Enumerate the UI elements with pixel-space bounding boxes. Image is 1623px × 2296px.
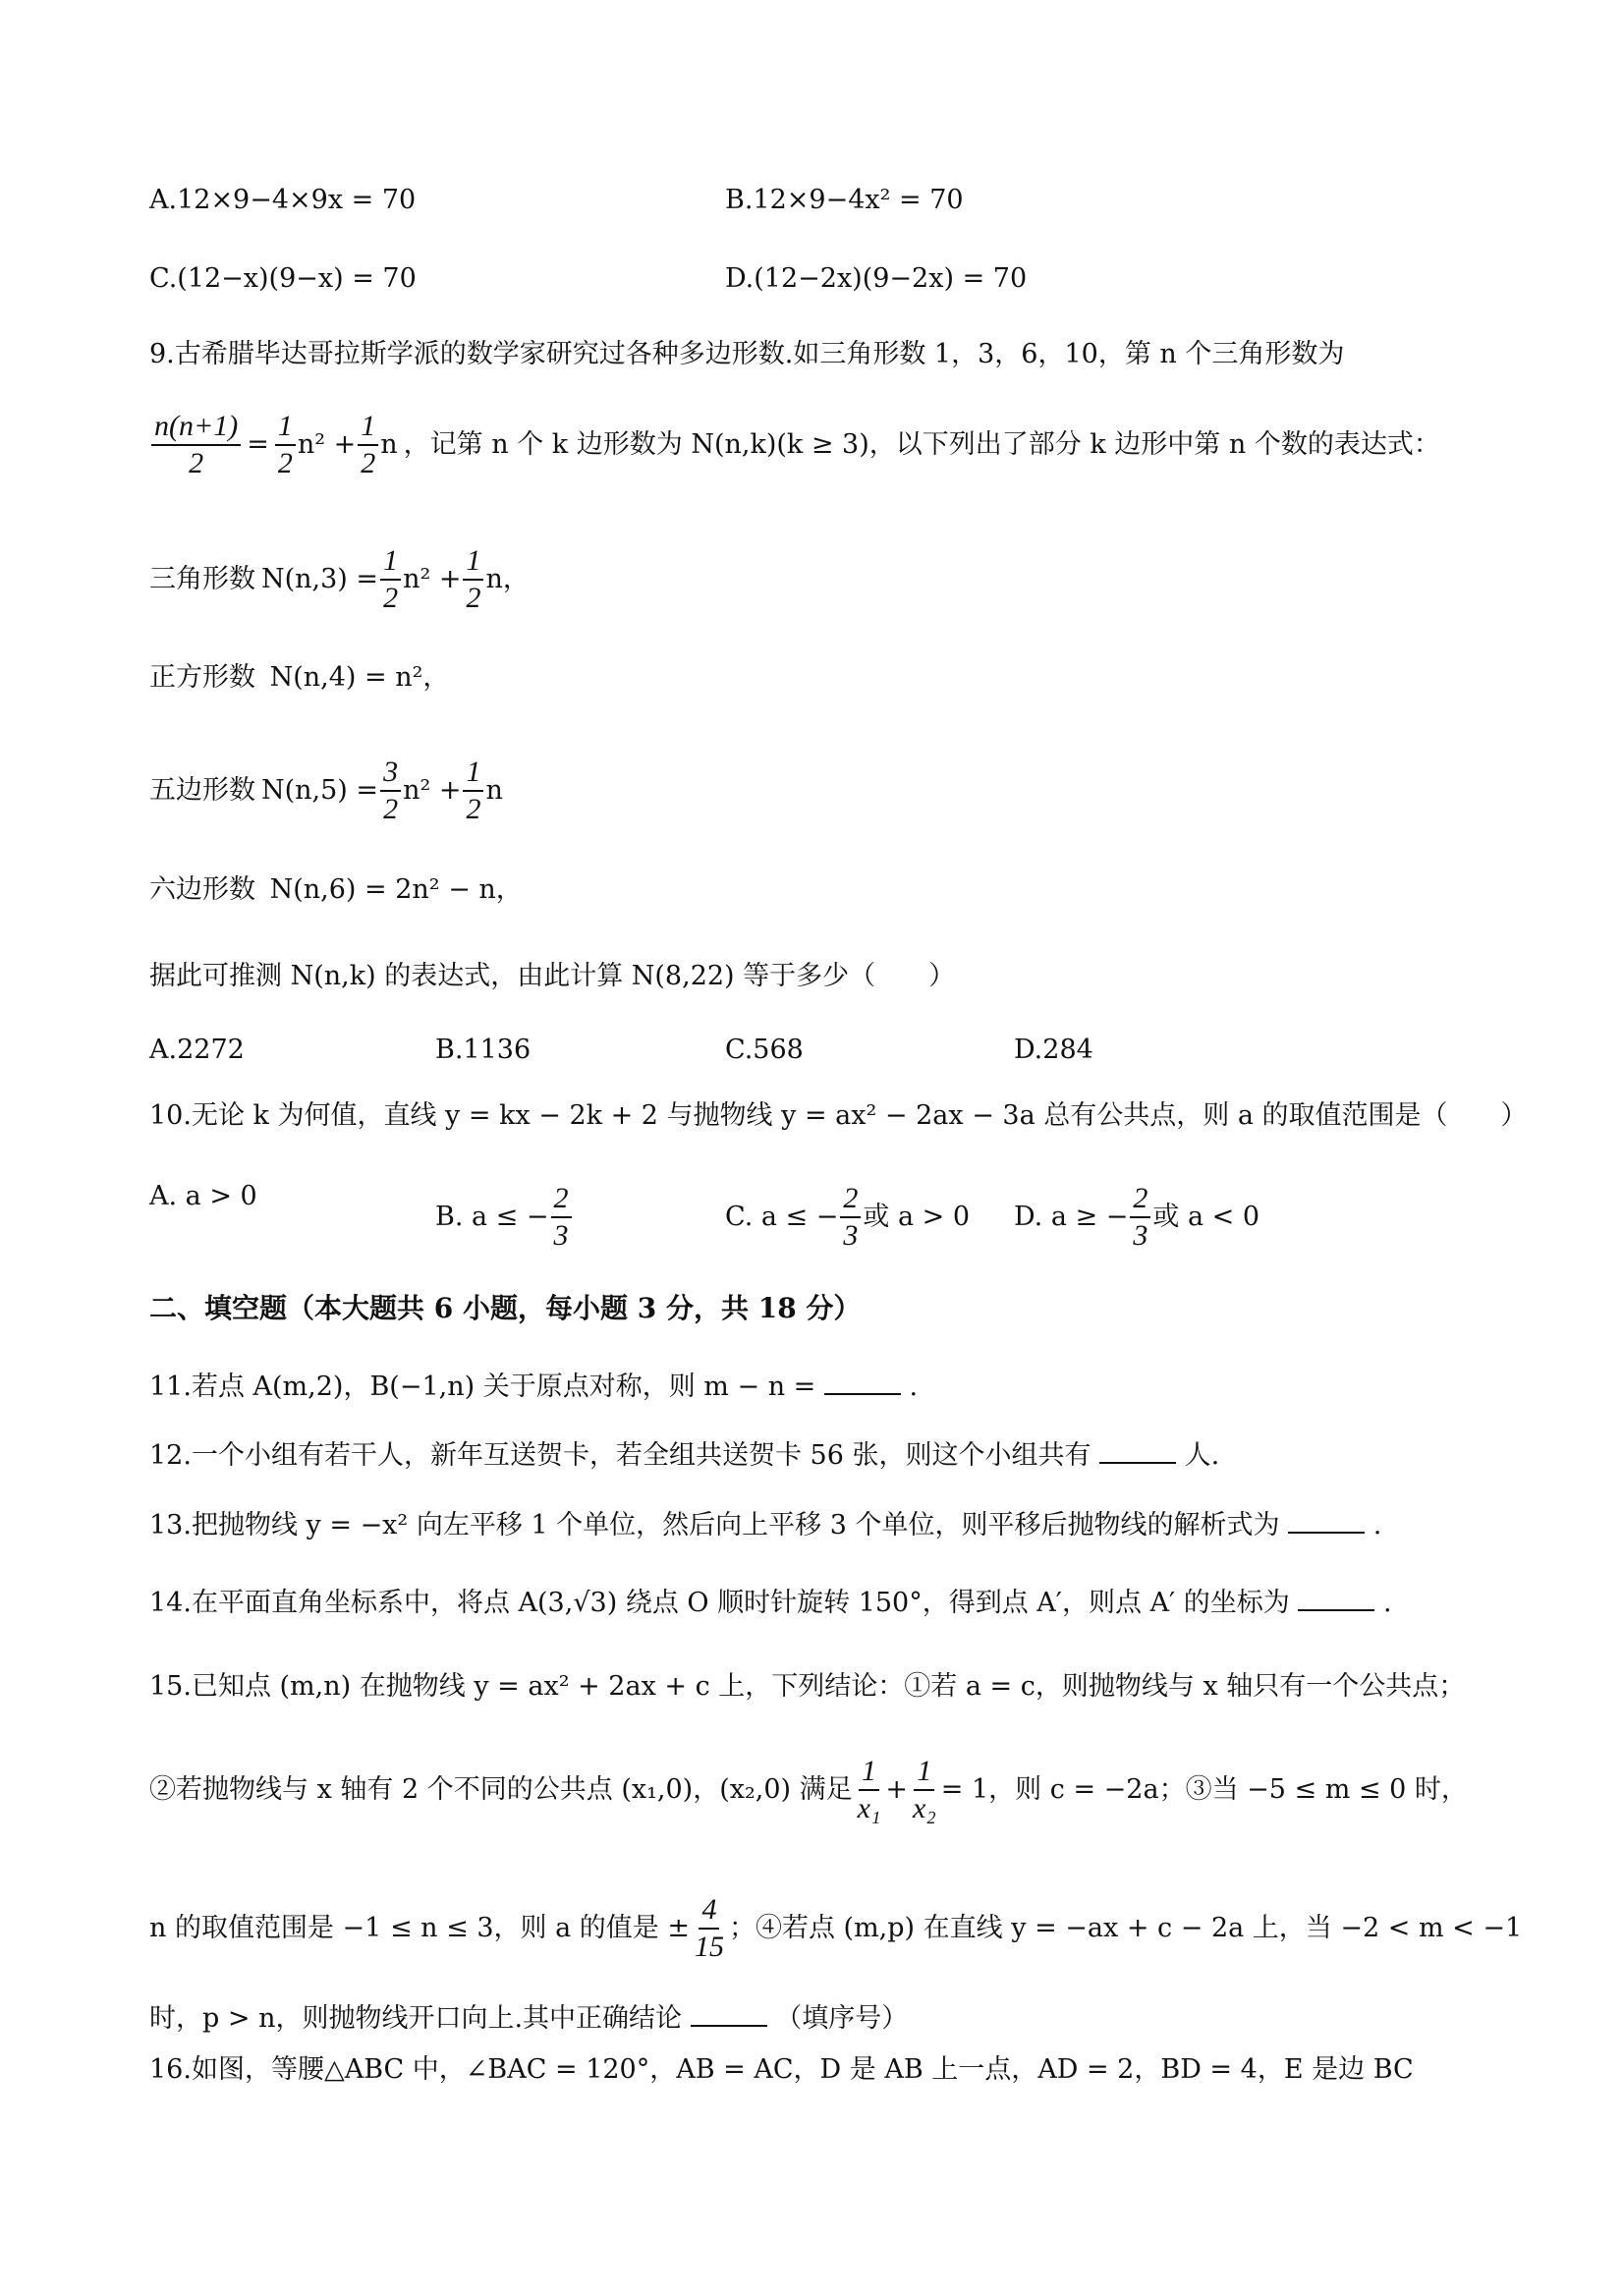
q10-option-d: D. a ≥ − $\frac{2}{3}$ 或 a < 0 [1014,1182,1260,1252]
q9-general-fraction: $\frac{n(n+1)}{2}$ [151,411,241,478]
q9-stem-line2: $\frac{n(n+1)}{2}$ = $\frac{1}{2}$ n² + $\frac{1}{2}$ n ，记第 n 个 k 边形数为 N(n,k)(k ≥ 3)，以下列出了部分 k 边形中第 n 个数的表达式： [149,411,1440,478]
q8-option-c: C.(12−x)(9−x) = 70 [149,263,417,294]
q9-triangle-formula: 三角形数 N(n,3) = $\frac{1}{2}$ n² + $\frac{1}{2}$ n， [149,544,530,614]
q10-option-b: B. a ≤ − $\frac{2}{3}$ [435,1183,574,1251]
q9-tri-frac-1: $\frac{1}{2}$ [380,545,401,613]
q9-pent-frac-2: $\frac{1}{2}$ [463,756,483,824]
q9-stem-line1: 9.古希腊毕达哥拉斯学派的数学家研究过各种多边形数.如三角形数 1，3，6，10，第 n 个三角形数为 [149,339,1345,369]
q10-b-frac: $\frac{2}{3}$ [551,1183,572,1251]
q9-half-fraction-1: $\frac{1}{2}$ [275,411,296,478]
q13-answer-blank[interactable] [1288,1506,1365,1534]
q10-c-frac: $\frac{2}{3}$ [840,1183,861,1251]
q9-inference: 据此可推测 N(n,k) 的表达式，由此计算 N(8,22) 等于多少（ ） [149,961,956,991]
q15-frac-x1: $\frac{1}{\text{x₁}}$ [857,1755,881,1824]
q10-stem: 10.无论 k 为何值，直线 y = kx − 2k + 2 与抛物线 y = ax² − 2ax − 3a 总有公共点，则 a 的取值范围是（ ） [149,1100,1528,1131]
q9-option-a: A.2272 [149,1035,245,1065]
q9-square-formula: 正方形数 N(n,4) = n²， [149,662,450,693]
q16-line1: 16.如图，等腰△ABC 中，∠BAC = 120°，AB = AC，D 是 AB 上一点，AD = 2，BD = 4，E 是边 BC [149,2054,1414,2085]
q15-frac-4-15: $\frac{4}{15}$ [694,1893,724,1963]
q9-option-d: D.284 [1014,1035,1093,1065]
q12-answer-blank[interactable] [1099,1436,1176,1464]
q8-option-b: B.12×9−4x² = 70 [725,185,964,215]
q14: 14.在平面直角坐标系中，将点 A(3,√3) 绕点 O 顺时针旋转 150°，得到点 A′，则点 A′ 的坐标为 . [149,1584,1392,1616]
section-fill-in-blank-title: 二、填空题（本大题共 6 小题，每小题 3 分，共 18 分） [149,1292,862,1324]
q13: 13.把抛物线 y = −x² 向左平移 1 个单位，然后向上平移 3 个单位，则平移后抛物线的解析式为 . [149,1506,1381,1539]
q9-option-c: C.568 [725,1035,804,1065]
q9-half-fraction-2: $\frac{1}{2}$ [358,411,378,478]
q9-option-b: B.1136 [435,1035,532,1065]
q15-line4: 时，p > n，则抛物线开口向上.其中正确结论 （填序号） [149,1999,908,2032]
q10-option-c: C. a ≤ − $\frac{2}{3}$ 或 a > 0 [725,1182,971,1252]
q9-pent-frac-1: $\frac{3}{2}$ [380,756,401,824]
q15-frac-x2: $\frac{1}{\text{x₂}}$ [913,1755,936,1824]
q8-option-d: D.(12−2x)(9−2x) = 70 [725,263,1028,294]
q15-line2: ②若抛物线与 x 轴有 2 个不同的公共点 (x₁,0)，(x₂,0) 满足 $\frac{1}{\text{x₁}}$ + $\frac{1}{\text{x₂}}$ = 1，则 c = −2a；③当 −5 ≤ m ≤ 0 时， [149,1755,1468,1824]
q9-pentagon-formula: 五边形数 N(n,5) = $\frac{3}{2}$ n² + $\frac{1}{2}$ n [149,756,503,825]
q10-option-a: A. a > 0 [149,1181,257,1211]
q12: 12.一个小组有若干人，新年互送贺卡，若全组共送贺卡 56 张，则这个小组共有 人. [149,1436,1219,1469]
q11: 11.若点 A(m,2)，B(−1,n) 关于原点对称，则 m − n = . [149,1368,918,1400]
q10-d-frac: $\frac{2}{3}$ [1130,1183,1150,1251]
q15-answer-blank[interactable] [691,1999,767,2027]
q15-line3: n 的取值范围是 −1 ≤ n ≤ 3，则 a 的值是 ± $\frac{4}{15}$ ；④若点 (m,p) 在直线 y = −ax + c − 2a 上，当 −2 < m < −1 [149,1893,1523,1963]
q15-line1: 15.已知点 (m,n) 在抛物线 y = ax² + 2ax + c 上，下列结论：①若 a = c，则抛物线与 x 轴只有一个公共点； [149,1671,1466,1702]
q11-answer-blank[interactable] [824,1368,901,1395]
q14-answer-blank[interactable] [1298,1584,1374,1611]
q9-hexagon-formula: 六边形数 N(n,6) = 2n² − n， [149,874,523,905]
q9-tri-frac-2: $\frac{1}{2}$ [463,545,483,613]
q8-option-a: A.12×9−4×9x = 70 [149,185,417,215]
